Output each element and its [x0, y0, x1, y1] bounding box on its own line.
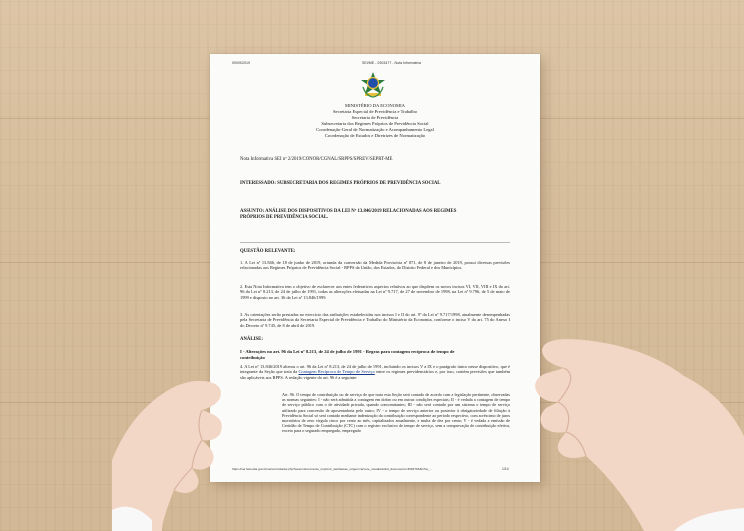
section-heading: I - Alterações no art. 96 da Lei nº 8.213, de 24 de julho de 1991 - Regras para contagem recíproca de tempo de — [240, 349, 455, 354]
assunto-line: PRÓPRIOS DE PREVIDÊNCIA SOCIAL. — [240, 215, 329, 220]
paragraph-4-text-end: entre os regimes previdenciários e, por isso, contém previsões que também são aplicáveis aos RPPS. A redação vigente do art. 96 é a seguinte: — [240, 369, 510, 380]
document-sheet — [210, 54, 540, 482]
analise-heading: ANÁLISE: — [240, 337, 263, 342]
org-line: Secretaria de Previdência — [351, 115, 399, 120]
paragraph-4 — [240, 364, 510, 380]
assunto-line: ASSUNTO: ANÁLISE DOS DISPOSITIVOS DA LEI Nº 13.846/2019 RELACIONADAS AOS REGIMES — [240, 209, 457, 214]
contagem-reciproca-link[interactable]: Contagem Recíproca de Tempo de Serviço — [298, 369, 375, 375]
paragraph-3: 3. As orientações serão prestadas no exercício das atribuições estabelecidas nos incisos I e II do art. 9º da Lei nº 9.717/1998, atualmente desempenhadas pela Secretaria de Previdência da Secretaria Especial de Previdência e Trabalho do Ministério da Economia, conforme o inciso V do art. 75 do Anexo I do Decreto nº 9.745, de 8 de abril de 2019. — [240, 312, 510, 328]
org-line: Coordenação de Estudos e Diretrizes de Normatização — [324, 133, 426, 138]
interessado-line: INTERESSADO: SUBSECRETARIA DOS REGIMES PRÓPRIOS DE PREVIDÊNCIA SOCIAL — [240, 181, 441, 186]
footer-page-number: 1/14 — [502, 467, 509, 471]
header-title: SEI/ME - 2903477 - Nota Informativa — [362, 61, 421, 65]
section-heading: contribuição — [240, 355, 265, 360]
org-line: Subsecretaria dos Regimes Próprios de Previdência Social — [321, 121, 429, 126]
ministry-name: MINISTÉRIO DA ECONOMIA — [345, 103, 405, 108]
footer-url: https://sei.fazenda.gov.br/sei/controlador.php?acao=documento_imprimir_web&acao_origem=arvore_visualizar&id_documento=3094764&infra_... — [232, 468, 432, 471]
left-hand — [112, 370, 230, 531]
quoted-article: Art. 96. O tempo de contribuição ou de serviço de que trata esta Seção será contado de acordo com a legislação pertinente, observadas as normas seguintes: I - não será admitida a contagem em dobro ou em outras condições especiais; II - é vedada a contagem de tempo de serviço público com o de atividade privada, quando concomitantes; III - não será contado por um sistema o tempo de serviço utilizado para concessão de aposentadoria pelo outro; IV - o tempo de serviço anterior ou posterior à obrigatoriedade de filiação à Previdência Social só será contado mediante indenização da contribuição correspondente ao período respectivo, com acréscimo de juros moratórios de zero vírgula cinco por cento ao mês, capitalizados anualmente, e multa de dez por cento; V - é vedada a emissão de Certidão de Tempo de Contribuição (CTC) com o registro exclusivo de tempo de serviço, sem a comprovação de contribuição efetiva, exceto para o segurado empregado, empregado — [282, 392, 510, 434]
brazil-coat-of-arms-icon — [360, 71, 386, 99]
divider — [240, 242, 510, 243]
org-line: Secretaria Especial de Previdência e Trabalho — [332, 109, 418, 114]
header-date: 09/09/2019 — [232, 61, 250, 65]
paragraph-4-text: 4. A Lei nº 13.846/2019 alterou o art. 96 da Lei nº 8.213, de 24 de julho de 1991, incluindo os incisos V a IX e o parágrafo único nesse dispositivo, que é integrante da Seção que trata da — [240, 364, 510, 375]
paragraph-2: 2. Esta Nota Informativa tem o objetivo de esclarecer aos entes federativos aspectos relativos ao que dispõem os novos incisos VI, VII, VIII e IX do art. 96 da Lei nº 8.213, de 24 de julho de 1991, todas as alterações efetuadas na Lei nº 9.717, de 27 de novembro de 1998, na Lei nº 9.796, de 5 de maio de 1999 e disposto no art. 36 da Lei nº 13.846/1999. — [240, 284, 510, 300]
note-number: Nota Informativa SEI nº 2/2019/CONOR/CGNAL/SRPPS/SPREV/SEPRT-ME — [240, 157, 393, 162]
paragraph-1: 1. A Lei nº 13.846, de 18 de junho de 2019, oriunda da conversão da Medida Provisória nº 871, de 8 de janeiro de 2019, possui diversas previsões relacionadas aos Regimes Próprios de Previdência Social - RPPS da União, dos Estados, do Distrito Federal e dos Municípios. — [240, 260, 510, 271]
org-line: Coordenação-Geral de Normatização e Acompanhamento Legal — [316, 127, 434, 132]
questao-heading: QUESTÃO RELEVANTE: — [240, 249, 296, 254]
right-hand — [524, 336, 744, 531]
